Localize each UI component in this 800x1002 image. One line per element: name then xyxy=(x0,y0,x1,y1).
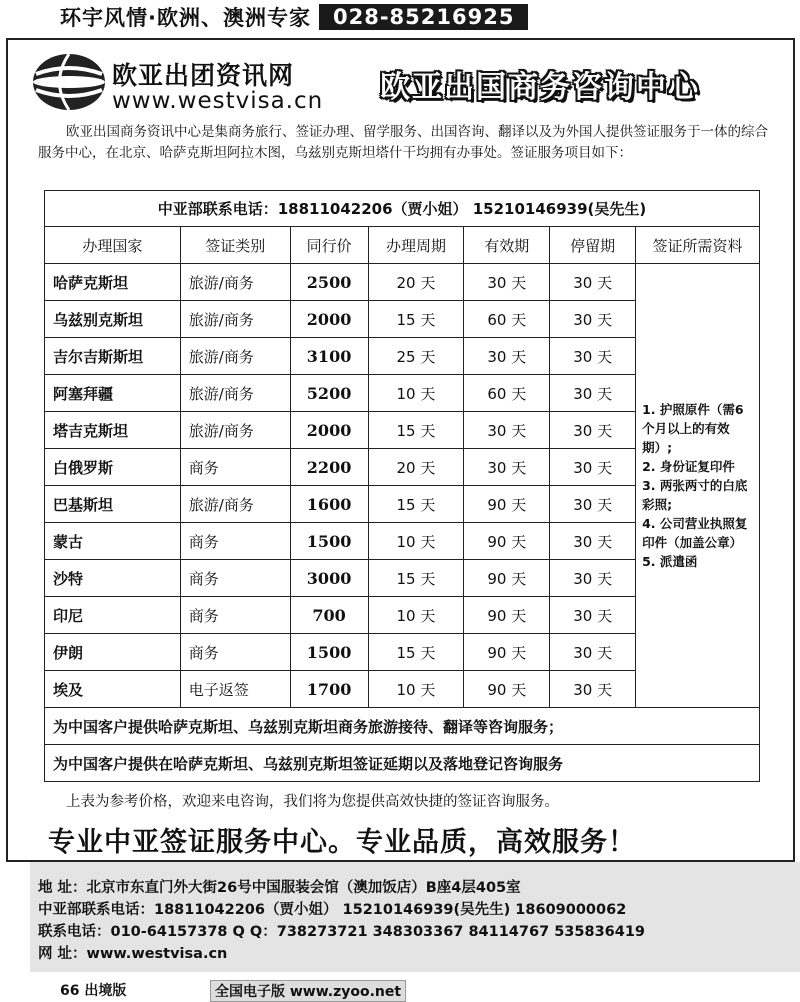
visa-type-cell: 旅游/商务 xyxy=(180,486,290,523)
period-cell: 25 天 xyxy=(368,338,464,375)
price-cell: 3100 xyxy=(290,338,368,375)
price-cell: 1500 xyxy=(290,634,368,671)
contact-cell: 中亚部联系电话：18811042206（贾小姐） 15210146939(吴先生) xyxy=(45,191,760,227)
validity-cell: 90 天 xyxy=(464,486,550,523)
validity-cell: 90 天 xyxy=(464,671,550,708)
period-cell: 15 天 xyxy=(368,412,464,449)
period-cell: 10 天 xyxy=(368,523,464,560)
col-header-stay: 停留期 xyxy=(550,227,636,264)
contact-row xyxy=(45,191,760,227)
col-header-period: 办理周期 xyxy=(368,227,464,264)
country-cell: 沙特 xyxy=(45,560,181,597)
validity-cell: 90 天 xyxy=(464,597,550,634)
doc-item: 5. 派遣函 xyxy=(642,554,698,569)
validity-cell: 90 天 xyxy=(464,634,550,671)
price-cell: 3000 xyxy=(290,560,368,597)
country-cell: 伊朗 xyxy=(45,634,181,671)
price-cell: 2000 xyxy=(290,412,368,449)
period-cell: 15 天 xyxy=(368,634,464,671)
doc-item: 3. 两张两寸的白底彩照; xyxy=(642,478,748,512)
table-header-row xyxy=(45,227,760,264)
doc-item: 2. 身份证复印件 xyxy=(642,459,735,474)
period-cell: 10 天 xyxy=(368,375,464,412)
stay-cell: 30 天 xyxy=(550,301,636,338)
stay-cell: 30 天 xyxy=(550,264,636,301)
footer-contact: 中亚部联系电话：18811042206（贾小姐） 15210146939(吴先生) 18609000062 xyxy=(38,902,627,918)
header-phone: 028-85216925 xyxy=(319,4,528,30)
price-cell: 1700 xyxy=(290,671,368,708)
page-footer xyxy=(60,980,402,1000)
price-cell: 5200 xyxy=(290,375,368,412)
reference-note: 上表为参考价格，欢迎来电咨询，我们将为您提供高效快捷的签证咨询服务。 xyxy=(66,794,559,810)
period-cell: 10 天 xyxy=(368,597,464,634)
validity-cell: 60 天 xyxy=(464,301,550,338)
intro-paragraph: 欧亚出国商务资讯中心是集商务旅行、签证办理、留学服务、出国咨询、翻译以及为外国人提供签证服务于一体的综合服务中心，在北京、哈萨克斯坦阿拉木图，乌兹别克斯坦塔什干均拥有办事处。签证服务项目如下： xyxy=(38,124,768,161)
table-body xyxy=(45,264,760,708)
stay-cell: 30 天 xyxy=(550,634,636,671)
stay-cell: 30 天 xyxy=(550,523,636,560)
globe-logo-icon xyxy=(30,52,108,112)
visa-type-cell: 商务 xyxy=(180,597,290,634)
note-2: 为中国客户提供在哈萨克斯坦、乌兹别克斯坦签证延期以及落地登记咨询服务 xyxy=(45,745,760,782)
validity-cell: 30 天 xyxy=(464,412,550,449)
logo-title: 欧亚出团资讯网 xyxy=(112,61,295,90)
logo-url[interactable]: www.westvisa.cn xyxy=(112,88,324,114)
country-cell: 阿塞拜疆 xyxy=(45,375,181,412)
validity-cell: 30 天 xyxy=(464,338,550,375)
visa-type-cell: 旅游/商务 xyxy=(180,301,290,338)
stay-cell: 30 天 xyxy=(550,449,636,486)
center-slogan: 欧亚出国商务咨询中心 xyxy=(380,70,700,105)
stay-cell: 30 天 xyxy=(550,671,636,708)
col-header-country: 办理国家 xyxy=(45,227,181,264)
country-cell: 吉尔吉斯斯坦 xyxy=(45,338,181,375)
period-cell: 15 天 xyxy=(368,301,464,338)
period-cell: 15 天 xyxy=(368,486,464,523)
price-cell: 1500 xyxy=(290,523,368,560)
stay-cell: 30 天 xyxy=(550,375,636,412)
main-frame xyxy=(6,38,795,862)
validity-cell: 90 天 xyxy=(464,560,550,597)
stay-cell: 30 天 xyxy=(550,597,636,634)
visa-type-cell: 旅游/商务 xyxy=(180,338,290,375)
stay-cell: 30 天 xyxy=(550,486,636,523)
page-number: 66 出境版 xyxy=(60,983,127,999)
price-cell: 1600 xyxy=(290,486,368,523)
stay-cell: 30 天 xyxy=(550,338,636,375)
footer-address: 地 址：北京市东直门外大街26号中国服装会馆（澳加饭店）B座4层405室 xyxy=(38,880,521,896)
brand-text: 环宇风情·欧洲、澳洲专家 xyxy=(60,6,311,30)
table-row xyxy=(45,264,760,301)
stay-cell: 30 天 xyxy=(550,560,636,597)
visa-type-cell: 旅游/商务 xyxy=(180,412,290,449)
visa-type-cell: 商务 xyxy=(180,523,290,560)
price-cell: 2000 xyxy=(290,301,368,338)
required-docs-cell xyxy=(636,264,760,708)
country-cell: 蒙古 xyxy=(45,523,181,560)
visa-type-cell: 旅游/商务 xyxy=(180,375,290,412)
country-cell: 白俄罗斯 xyxy=(45,449,181,486)
validity-cell: 90 天 xyxy=(464,523,550,560)
period-cell: 10 天 xyxy=(368,671,464,708)
visa-type-cell: 电子返签 xyxy=(180,671,290,708)
country-cell: 埃及 xyxy=(45,671,181,708)
note-1: 为中国客户提供哈萨克斯坦、乌兹别克斯坦商务旅游接待、翻译等咨询服务； xyxy=(45,708,760,745)
col-header-valid: 有效期 xyxy=(464,227,550,264)
footer-phone-qq: 联系电话：010-64157378 Q Q：738273721 348303367 84114767 535836419 xyxy=(38,924,646,940)
col-header-type: 签证类别 xyxy=(180,227,290,264)
doc-item: 1. 护照原件（需6个月以上的有效期）; xyxy=(642,402,744,455)
footer-website[interactable]: 网 址：www.westvisa.cn xyxy=(38,946,228,962)
validity-cell: 60 天 xyxy=(464,375,550,412)
country-cell: 塔吉克斯坦 xyxy=(45,412,181,449)
price-cell: 2500 xyxy=(290,264,368,301)
visa-price-table xyxy=(44,190,760,782)
table-note-row xyxy=(45,745,760,782)
price-cell: 700 xyxy=(290,597,368,634)
stay-cell: 30 天 xyxy=(550,412,636,449)
validity-cell: 30 天 xyxy=(464,264,550,301)
service-slogan: 专业中亚签证服务中心。专业品质，高效服务！ xyxy=(48,827,636,858)
period-cell: 20 天 xyxy=(368,264,464,301)
period-cell: 15 天 xyxy=(368,560,464,597)
footer-contact-block xyxy=(30,862,800,972)
top-header xyxy=(60,2,726,32)
col-header-price: 同行价 xyxy=(290,227,368,264)
period-cell: 20 天 xyxy=(368,449,464,486)
price-cell: 2200 xyxy=(290,449,368,486)
visa-type-cell: 商务 xyxy=(180,634,290,671)
country-cell: 印尼 xyxy=(45,597,181,634)
visa-type-cell: 商务 xyxy=(180,449,290,486)
validity-cell: 30 天 xyxy=(464,449,550,486)
table-note-row xyxy=(45,708,760,745)
country-cell: 乌兹别克斯坦 xyxy=(45,301,181,338)
doc-item: 4. 公司营业执照复印件（加盖公章） xyxy=(642,516,748,550)
visa-type-cell: 商务 xyxy=(180,560,290,597)
col-header-docs: 签证所需资料 xyxy=(636,227,760,264)
visa-type-cell: 旅游/商务 xyxy=(180,264,290,301)
country-cell: 哈萨克斯坦 xyxy=(45,264,181,301)
edition-label: 全国电子版 www.zyoo.net xyxy=(210,980,406,1002)
country-cell: 巴基斯坦 xyxy=(45,486,181,523)
